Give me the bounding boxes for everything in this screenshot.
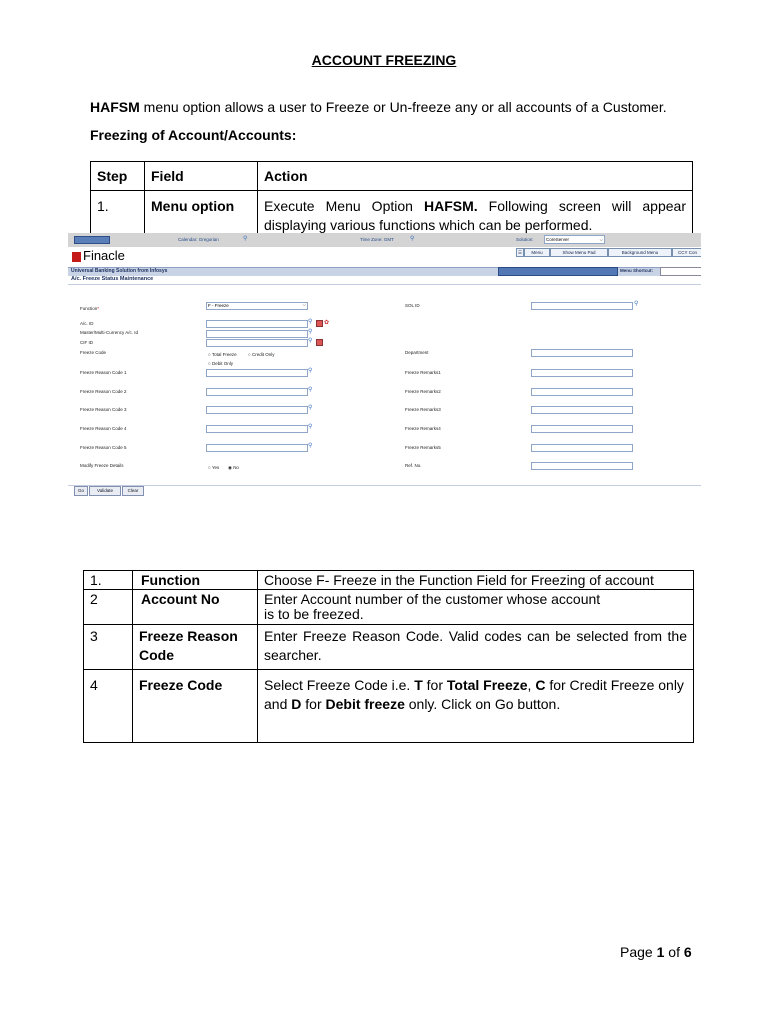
ref-no-label: Ref. No. xyxy=(405,463,422,468)
remarks-2-label: Freeze Remarks2 xyxy=(405,389,441,394)
header-action: Action xyxy=(258,162,693,191)
menu-shortcut-label: Menu Shortcut: xyxy=(620,268,653,273)
go-button[interactable]: Go xyxy=(74,486,88,496)
row-step: 1. xyxy=(91,191,145,238)
search-icon[interactable]: ⚲ xyxy=(308,338,313,344)
remarks-2-input[interactable] xyxy=(531,388,633,396)
chevron-down-icon: ⌵ xyxy=(599,237,603,242)
info-icon[interactable]: ✿ xyxy=(324,320,330,326)
menu-icon[interactable]: ☰ xyxy=(517,250,523,255)
master-ac-input[interactable] xyxy=(206,330,308,338)
search-icon[interactable]: ⚲ xyxy=(308,329,313,335)
field-action-table xyxy=(83,570,694,743)
search-icon[interactable]: ⚲ xyxy=(308,424,313,430)
screen-section-title: A/c. Freeze Status Maintenance xyxy=(71,276,154,282)
freeze-code-label: Freeze Code xyxy=(80,350,107,355)
cif-id-input[interactable] xyxy=(206,339,308,347)
chevron-down-icon: ⌵ xyxy=(302,302,306,307)
department-label: Department xyxy=(405,350,429,355)
table-action: Enter Freeze Reason Code. Valid codes can be selected from the searcher. xyxy=(258,625,694,670)
ccy-con-button[interactable]: CCY Con xyxy=(672,248,701,257)
reason-code-4-input[interactable] xyxy=(206,425,308,433)
menu-button[interactable]: Menu xyxy=(524,248,550,257)
reason-code-2-label: Freeze Reason Code 2 xyxy=(80,389,127,394)
search-icon[interactable]: ⚲ xyxy=(308,319,313,325)
reason-code-3-input[interactable] xyxy=(206,406,308,414)
freeze-form xyxy=(68,284,701,486)
steps-table-header xyxy=(90,161,693,238)
intro-paragraph xyxy=(90,99,667,115)
reason-code-5-input[interactable] xyxy=(206,444,308,452)
radio-total-freeze[interactable]: ○ Total Freeze xyxy=(208,352,237,357)
radio-debit-only[interactable]: ○ Debit Only xyxy=(208,361,233,366)
calendar-label: Calendar: Gregorian xyxy=(178,237,219,242)
solution-select[interactable]: CoreServer ⌵ xyxy=(546,237,603,242)
intro-text: menu option allows a user to Freeze or Un-freeze any or all accounts of a Customer. xyxy=(139,99,667,115)
document-title: ACCOUNT FREEZING xyxy=(311,52,457,68)
remarks-1-input[interactable] xyxy=(531,369,633,377)
search-icon[interactable]: ⚲ xyxy=(308,387,313,393)
table-step: 3 xyxy=(84,625,133,670)
remarks-4-input[interactable] xyxy=(531,425,633,433)
table-field: Account No xyxy=(133,590,258,625)
cif-id-label: CIF ID xyxy=(80,340,93,345)
table-action: Choose F- Freeze in the Function Field for Freezing of account xyxy=(258,571,694,590)
remarks-5-label: Freeze Remarks5 xyxy=(405,445,441,450)
page-number: Page 1 of 6 xyxy=(620,944,692,960)
row-field: Menu option xyxy=(145,191,258,238)
show-menu-pad-button[interactable]: Show Menu Pad xyxy=(550,248,608,257)
table-step: 4 xyxy=(84,670,133,743)
reason-code-5-label: Freeze Reason Code 5 xyxy=(80,445,127,450)
clear-button[interactable]: Clear xyxy=(122,486,144,496)
finacle-logo-text: Finacle xyxy=(83,248,125,263)
radio-modify-no[interactable]: ◉ No xyxy=(228,465,239,470)
sol-id-input[interactable] xyxy=(531,302,633,310)
section-heading: Freezing of Account/Accounts: xyxy=(90,127,297,143)
intro-menu-code: HAFSM xyxy=(90,99,140,115)
sol-id-label: SOL ID xyxy=(405,303,420,308)
solution-label: Solution: xyxy=(516,237,534,242)
header-step: Step xyxy=(91,162,145,191)
ref-no-input[interactable] xyxy=(531,462,633,470)
remarks-3-input[interactable] xyxy=(531,406,633,414)
reason-code-3-label: Freeze Reason Code 3 xyxy=(80,407,127,412)
menu-shortcut-input[interactable] xyxy=(660,267,701,276)
finacle-screenshot xyxy=(68,233,701,538)
reason-code-1-label: Freeze Reason Code 1 xyxy=(80,370,127,375)
search-icon[interactable]: ⚲ xyxy=(308,405,313,411)
header-field: Field xyxy=(145,162,258,191)
table-field: Function xyxy=(133,571,258,590)
reason-code-4-label: Freeze Reason Code 4 xyxy=(80,426,127,431)
reason-code-2-input[interactable] xyxy=(206,388,308,396)
modify-freeze-label: Modify Freeze Details xyxy=(80,463,124,468)
search-icon[interactable]: ⚲ xyxy=(410,236,415,242)
reason-code-1-input[interactable] xyxy=(206,369,308,377)
table-action: Select Freeze Code i.e. T for Total Freeze, C for Credit Freeze only and D for Debit freeze only. Click on Go button. xyxy=(258,670,694,743)
table-step: 2 xyxy=(84,590,133,625)
banner-pill xyxy=(498,267,618,276)
remarks-3-label: Freeze Remarks3 xyxy=(405,407,441,412)
account-lookup-icon[interactable] xyxy=(316,320,323,327)
table-field: Freeze Reason Code xyxy=(133,625,258,670)
radio-modify-yes[interactable]: ○ Yes xyxy=(208,465,220,470)
row-action: Execute Menu Option HAFSM. Following screen will appear displaying various functions which can be performed. xyxy=(258,191,693,238)
finacle-logo-icon xyxy=(72,252,81,262)
validate-button[interactable]: Validate xyxy=(89,486,121,496)
radio-credit-only[interactable]: ○ Credit Only xyxy=(248,352,275,357)
ac-id-label: A/c. ID xyxy=(80,321,94,326)
remarks-5-input[interactable] xyxy=(531,444,633,452)
table-field: Freeze Code xyxy=(133,670,258,743)
remarks-1-label: Freeze Remarks1 xyxy=(405,370,441,375)
table-action: Enter Account number of the customer whose account is to be freezed. xyxy=(258,590,694,625)
remarks-4-label: Freeze Remarks4 xyxy=(405,426,441,431)
background-menu-button[interactable]: Background Menu xyxy=(608,248,672,257)
department-input[interactable] xyxy=(531,349,633,357)
cif-lookup-icon[interactable] xyxy=(316,339,323,346)
top-bar-pill xyxy=(74,236,110,244)
function-label: Function* xyxy=(80,306,100,311)
master-ac-label: Master/Multi-Currency A/c. Id xyxy=(80,330,139,335)
function-select[interactable]: F - Freeze ⌵ xyxy=(208,302,306,308)
ac-id-input[interactable] xyxy=(206,320,308,328)
table-step: 1. xyxy=(84,571,133,590)
timezone-label: Time Zone: GMT xyxy=(360,237,394,242)
search-icon[interactable]: ⚲ xyxy=(243,236,248,242)
search-icon[interactable]: ⚲ xyxy=(308,443,313,449)
search-icon[interactable]: ⚲ xyxy=(308,368,313,374)
banner-title: Universal Banking Solution from Infosys xyxy=(71,268,168,274)
search-icon[interactable]: ⚲ xyxy=(634,301,639,307)
